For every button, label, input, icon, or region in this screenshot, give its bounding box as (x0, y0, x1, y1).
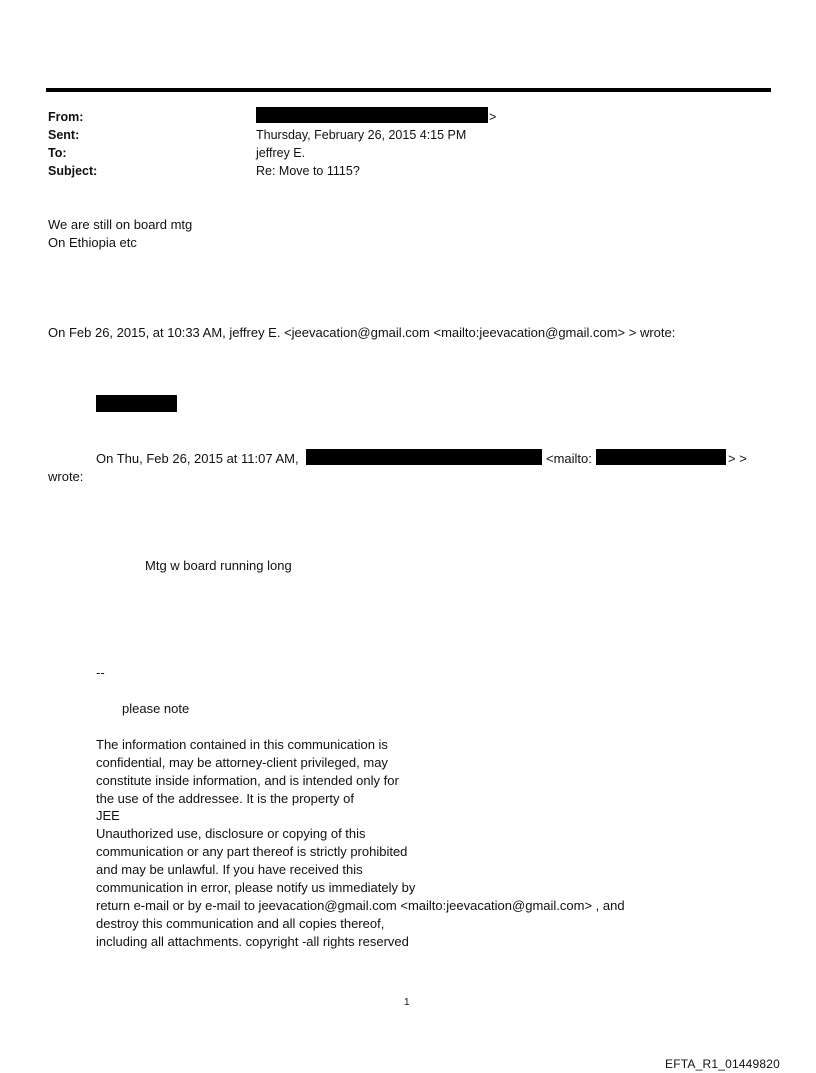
header-rule (46, 88, 771, 92)
disclaimer-line: communication or any part thereof is strictly prohibited (96, 844, 408, 859)
body-line-1: We are still on board mtg (48, 217, 193, 232)
disclaimer-line: The information contained in this communication is (96, 737, 388, 752)
disclaimer-line: destroy this communication and all copies thereof, (96, 916, 385, 931)
to-value: jeffrey E. (256, 146, 306, 160)
disclaimer-line: constitute inside information, and is intended only for (96, 773, 399, 788)
quote2-mailto: <mailto: (546, 451, 592, 466)
to-label: To: (48, 146, 67, 160)
body-line-2: On Ethiopia etc (48, 235, 137, 250)
signature-dashes: -- (96, 665, 105, 680)
disclaimer-line: including all attachments. copyright -all rights reserved (96, 934, 409, 949)
disclaimer-line: JEE (96, 808, 120, 823)
page-number: 1 (404, 997, 410, 1008)
subject-value: Re: Move to 1115? (256, 164, 360, 178)
quote2-prefix: On Thu, Feb 26, 2015 at 11:07 AM, (96, 451, 299, 466)
disclaimer-line: communication in error, please notify us immediately by (96, 880, 416, 895)
signature-note: please note (122, 701, 190, 716)
quote2-message: Mtg w board running long (145, 558, 292, 573)
subject-label: Subject: (48, 164, 98, 178)
redacted-block (96, 395, 177, 412)
quote2-suffix: > > (728, 451, 747, 466)
disclaimer-line: confidential, may be attorney-client privileged, may (96, 755, 388, 770)
document-id: EFTA_R1_01449820 (665, 1057, 781, 1071)
redacted-sender (256, 107, 488, 123)
redacted-name (306, 449, 542, 465)
disclaimer-line: Unauthorized use, disclosure or copying of this (96, 826, 366, 841)
quote2-wrote: wrote: (48, 469, 84, 484)
from-suffix: > (489, 110, 497, 124)
sent-label: Sent: (48, 128, 80, 142)
sent-value: Thursday, February 26, 2015 4:15 PM (256, 128, 467, 142)
disclaimer-line: the use of the addressee. It is the property of (96, 791, 354, 806)
quote1-wrote-line: On Feb 26, 2015, at 10:33 AM, jeffrey E. <jeevacation@gmail.com <mailto:jeevacation@gmail.com> > wrote: (48, 325, 676, 340)
from-label: From: (48, 110, 84, 124)
disclaimer-line: and may be unlawful. If you have received this (96, 862, 363, 877)
disclaimer-line: return e-mail or by e-mail to jeevacation@gmail.com <mailto:jeevacation@gmail.com> , and (96, 898, 625, 913)
redacted-email (596, 449, 726, 465)
